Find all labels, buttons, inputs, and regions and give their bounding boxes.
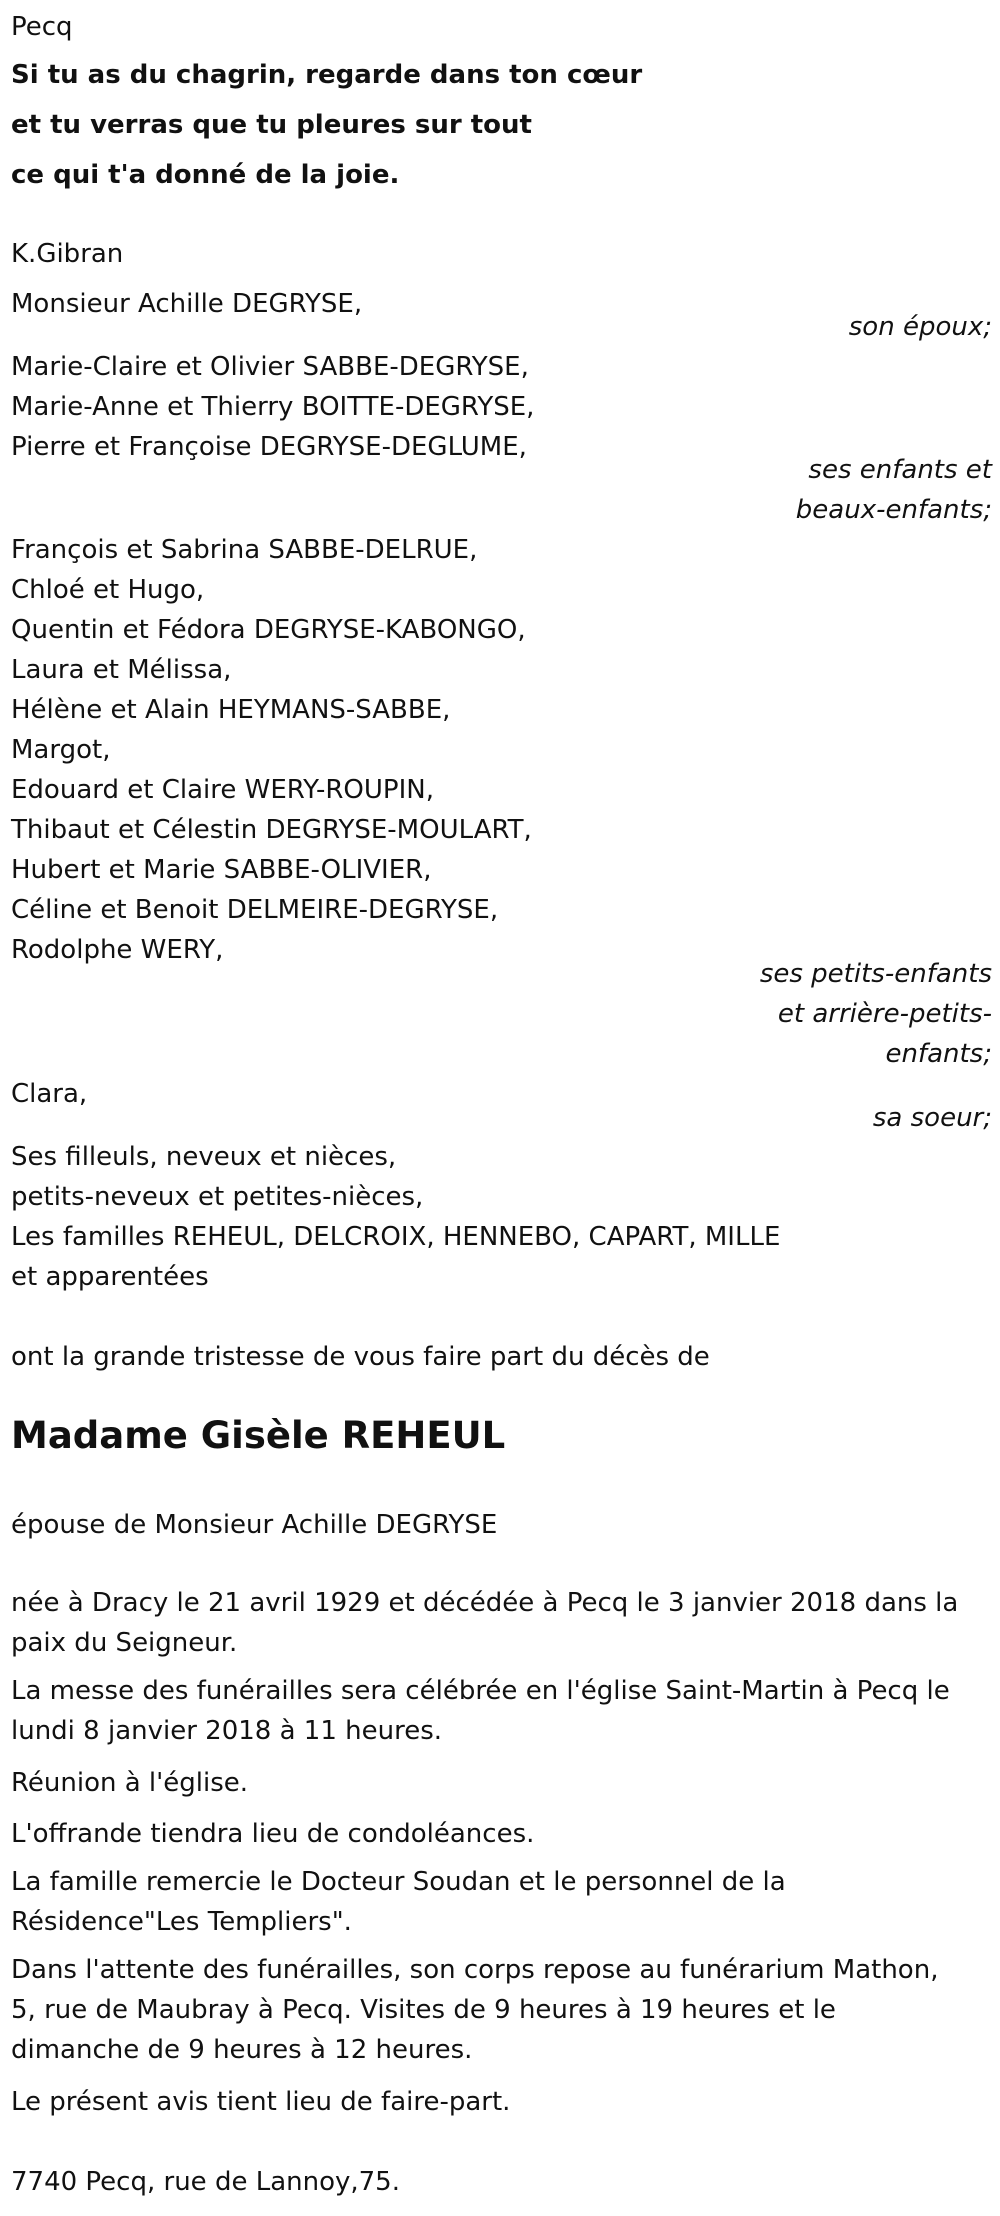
spouse-role: son époux; [848, 312, 992, 342]
grandchild-name: Margot, [11, 735, 111, 765]
detail-birth-death: née à Dracy le 21 avril 1929 et décédée à Pecq le 3 janvier 2018 dans la paix du Seigneur. [11, 1588, 959, 1658]
grandchild-name: Céline et Benoit DELMEIRE-DEGRYSE, [11, 895, 499, 925]
other-relatives: et apparentées [11, 1262, 209, 1292]
detail-notice: Le présent avis tient lieu de faire-part. [11, 2087, 511, 2117]
grandchild-name: Hubert et Marie SABBE-OLIVIER, [11, 855, 432, 885]
grandchild-name: Edouard et Claire WERY-ROUPIN, [11, 775, 434, 805]
detail-offering: L'offrande tiendra lieu de condoléances. [11, 1819, 535, 1849]
deceased-spouse-line: épouse de Monsieur Achille DEGRYSE [11, 1510, 498, 1540]
other-relatives: petits-neveux et petites-nièces, [11, 1182, 424, 1212]
quote-author: K.Gibran [11, 239, 124, 269]
city-label: Pecq [11, 12, 73, 42]
children-role: beaux-enfants; [795, 495, 992, 525]
detail-meeting: Réunion à l'église. [11, 1768, 249, 1798]
child-name: Pierre et Françoise DEGRYSE-DEGLUME, [11, 432, 527, 462]
quote-line: Si tu as du chagrin, regarde dans ton cœur [11, 60, 643, 90]
detail-visitation: Dans l'attente des funérailles, son corps repose au funérarium Mathon, 5, rue de Maubray à Pecq. Visites de 9 heures à 19 heures et le dimanche de 9 heures à 12 heures. [11, 1955, 939, 2065]
sister-name: Clara, [11, 1079, 88, 1109]
deceased-name: Madame Gisèle REHEUL [11, 1414, 506, 1457]
grandchild-name: Quentin et Fédora DEGRYSE-KABONGO, [11, 615, 526, 645]
grandchild-name: Rodolphe WERY, [11, 935, 224, 965]
detail-funeral-mass: La messe des funérailles sera célébrée en l'église Saint-Martin à Pecq le lundi 8 janvier 2018 à 11 heures. [11, 1676, 950, 1746]
grandchild-name: Hélène et Alain HEYMANS-SABBE, [11, 695, 451, 725]
quote-line: ce qui t'a donné de la joie. [11, 160, 400, 190]
grandchildren-role: ses petits-enfants [759, 959, 992, 989]
children-role: ses enfants et [808, 455, 992, 485]
child-name: Marie-Claire et Olivier SABBE-DEGRYSE, [11, 352, 529, 382]
child-name: Marie-Anne et Thierry BOITTE-DEGRYSE, [11, 392, 535, 422]
grandchildren-role: et arrière-petits- [777, 999, 992, 1029]
grandchild-name: Chloé et Hugo, [11, 575, 205, 605]
detail-thanks: La famille remercie le Docteur Soudan et le personnel de la Résidence"Les Templiers". [11, 1867, 786, 1937]
sister-role: sa soeur; [872, 1103, 992, 1133]
grandchild-name: Thibaut et Célestin DEGRYSE-MOULART, [11, 815, 532, 845]
announcement: ont la grande tristesse de vous faire part du décès de [11, 1342, 710, 1372]
grandchild-name: François et Sabrina SABBE-DELRUE, [11, 535, 478, 565]
quote-line: et tu verras que tu pleures sur tout [11, 110, 532, 140]
grandchildren-role: enfants; [885, 1039, 992, 1069]
spouse-name: Monsieur Achille DEGRYSE, [11, 289, 363, 319]
other-relatives: Ses filleuls, neveux et nièces, [11, 1142, 397, 1172]
grandchild-name: Laura et Mélissa, [11, 655, 232, 685]
address: 7740 Pecq, rue de Lannoy,75. [11, 2167, 400, 2197]
other-relatives: Les familles REHEUL, DELCROIX, HENNEBO, CAPART, MILLE [11, 1222, 781, 1252]
